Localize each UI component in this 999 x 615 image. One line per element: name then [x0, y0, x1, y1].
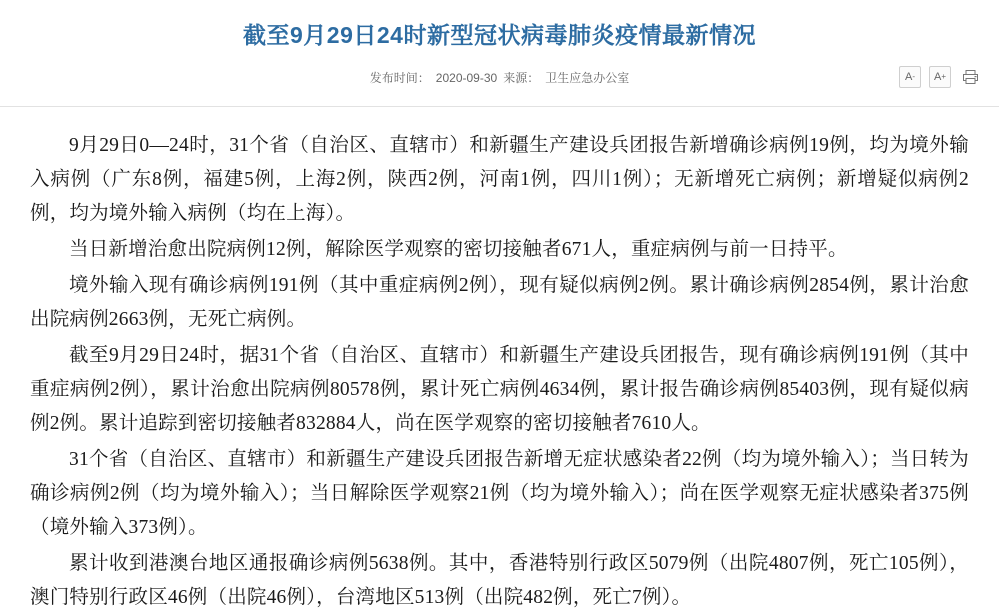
font-increase-label: A — [933, 71, 942, 83]
toolbar — [899, 66, 981, 88]
paragraph: 31个省（自治区、直辖市）和新疆生产建设兵团报告新增无症状感染者22例（均为境外输入）；当日转为确诊病例2例（均为境外输入）；当日解除医学观察21例（均为境外输入）；尚在医学观察无症状感染者375例（境外输入373例）。 — [30, 449, 969, 538]
meta-info — [0, 68, 999, 88]
font-decrease-button[interactable] — [899, 66, 921, 88]
source-value: 卫生应急办公室 — [545, 71, 630, 85]
print-button[interactable] — [959, 66, 981, 88]
document-header — [0, 0, 999, 107]
paragraph: 境外输入现有确诊病例191例（其中重症病例2例），现有疑似病例2例。累计确诊病例2854例，累计治愈出院病例2663例，无死亡病例。 — [30, 275, 969, 330]
font-increase-button[interactable] — [929, 66, 951, 88]
meta-row — [0, 68, 999, 94]
font-decrease-label: A — [904, 71, 913, 83]
paragraph: 累计收到港澳台地区通报确诊病例5638例。其中，香港特别行政区5079例（出院4807例，死亡105例），澳门特别行政区46例（出院46例），台湾地区513例（出院482例，死亡7例）。 — [30, 553, 969, 608]
paragraph: 截至9月29日24时，据31个省（自治区、直辖市）和新疆生产建设兵团报告，现有确诊病例191例（其中重症病例2例），累计治愈出院病例80578例，累计死亡病例4634例，累计报告确诊病例85403例，现有疑似病例2例。累计追踪到密切接触者832884人，尚在医学观察的密切接触者7610人。 — [30, 345, 969, 434]
publish-time-value: 2020-09-30 — [435, 71, 498, 85]
printer-icon — [962, 69, 979, 85]
article-body — [0, 107, 999, 615]
font-increase-sup: + — [941, 72, 946, 81]
font-decrease-sup: - — [912, 72, 915, 81]
page-title: 截至9月29日24时新型冠状病毒肺炎疫情最新情况 — [243, 22, 756, 48]
paragraph: 9月29日0—24时，31个省（自治区、直辖市）和新疆生产建设兵团报告新增确诊病例19例，均为境外输入病例（广东8例，福建5例，上海2例，陕西2例，河南1例，四川1例）；无新增死亡病例；新增疑似病例2例，均为境外输入病例（均在上海）。 — [30, 135, 969, 224]
source-label: 来源： — [503, 71, 540, 85]
publish-time-label: 发布时间： — [369, 71, 430, 85]
paragraph: 当日新增治愈出院病例12例，解除医学观察的密切接触者671人，重症病例与前一日持平。 — [69, 239, 848, 260]
